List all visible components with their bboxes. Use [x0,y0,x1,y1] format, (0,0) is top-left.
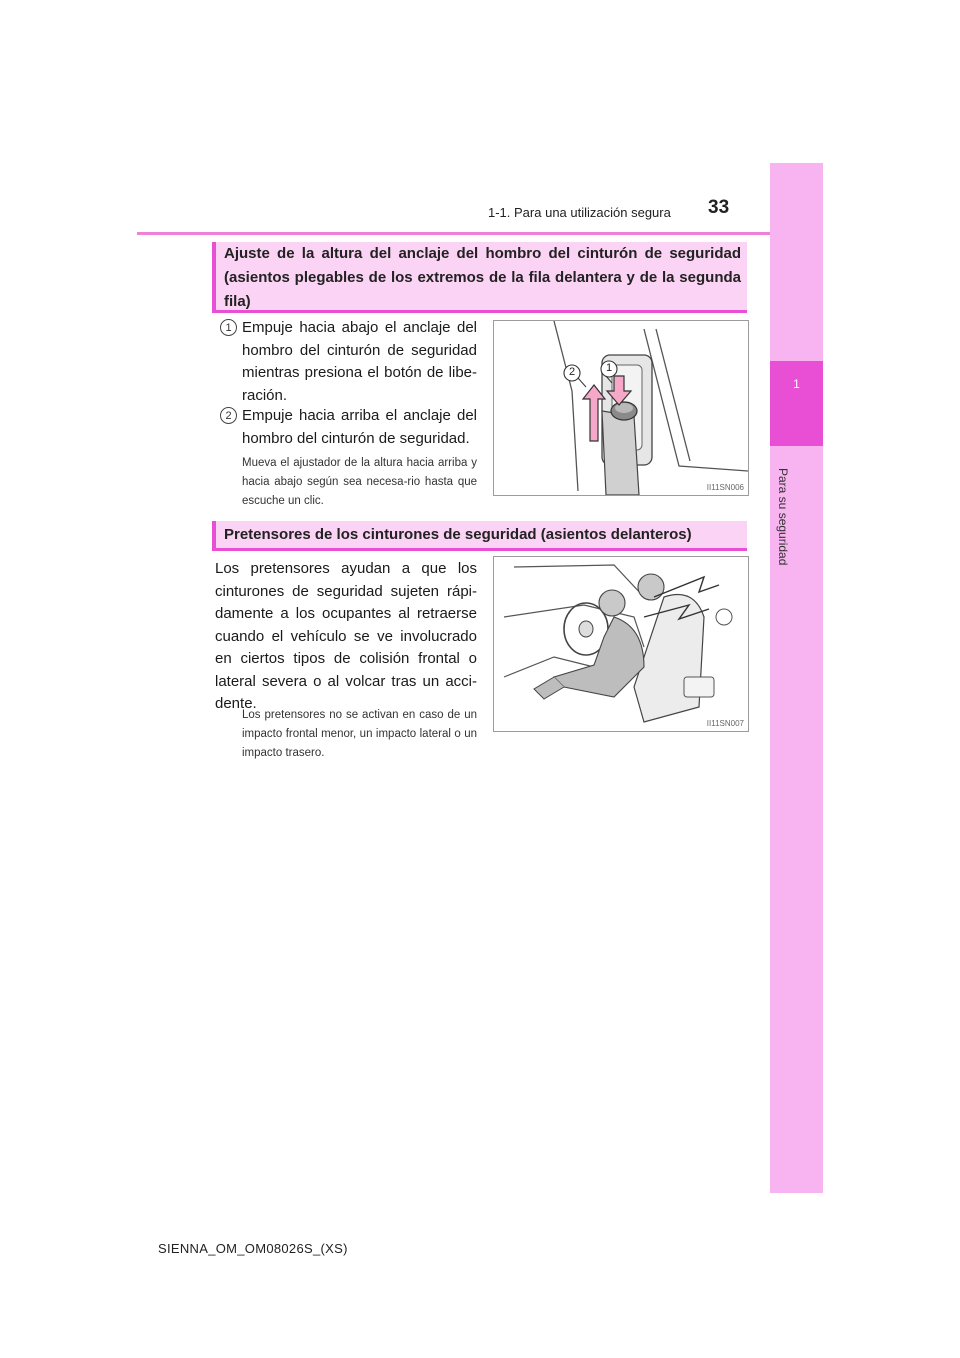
step-note: Mueva el ajustador de la altura hacia arriba y hacia abajo según sea necesa-rio hasta que escuche un clic. [242,457,477,507]
step-text-1: Empuje hacia abajo el anclaje del hombro del cinturón de seguridad mientras presiona el botón de libe-ración. [242,319,477,404]
chapter-tab [770,163,823,1193]
step-number-2: 2 [220,407,237,424]
section-title-pretensioners: Pretensores de los cinturones de seguridad (asientos delanteros) [212,521,747,551]
section-heading: 1-1. Para una utilización segura [488,205,671,220]
chapter-tab-marker [770,361,823,446]
pretensioner-note: Los pretensores no se activan en caso de un impacto frontal menor, un impacto lateral o un impacto trasero. [242,709,477,759]
callout-1: 1 [605,362,613,374]
shoulder-anchor-illustration [494,321,748,495]
step-number-1: 1 [220,319,237,336]
figure-code: II11SN007 [706,719,744,728]
pretensioner-description: Los pretensores ayudan a que los cinturones de seguridad sujeten rápi-damente a los ocupantes al retraerse cuando el vehículo se ve involucrado en ciertos tipos de colisión frontal o lateral severa o al volcar tras un acci-dente. [215,560,477,712]
header-divider [137,232,822,235]
document-id: SIENNA_OM_OM08026S_(XS) [158,1241,348,1256]
section-title-shoulder-anchor: Ajuste de la altura del anclaje del hombro del cinturón de seguridad (asientos plegables de los extremos de la fila delantera y de la segunda fila) [212,242,747,313]
step-text-2: Empuje hacia arriba el anclaje del hombro del cinturón de seguridad. [242,407,477,447]
callout-2: 2 [568,366,576,378]
pretensioner-illustration [494,557,748,731]
figure-shoulder-anchor [493,320,749,496]
chapter-number: 1 [793,377,800,391]
figure-pretensioners [493,556,749,732]
figure-code: II11SN006 [706,483,744,492]
chapter-title: Para su seguridad [776,468,790,566]
page-number: 33 [708,197,730,218]
